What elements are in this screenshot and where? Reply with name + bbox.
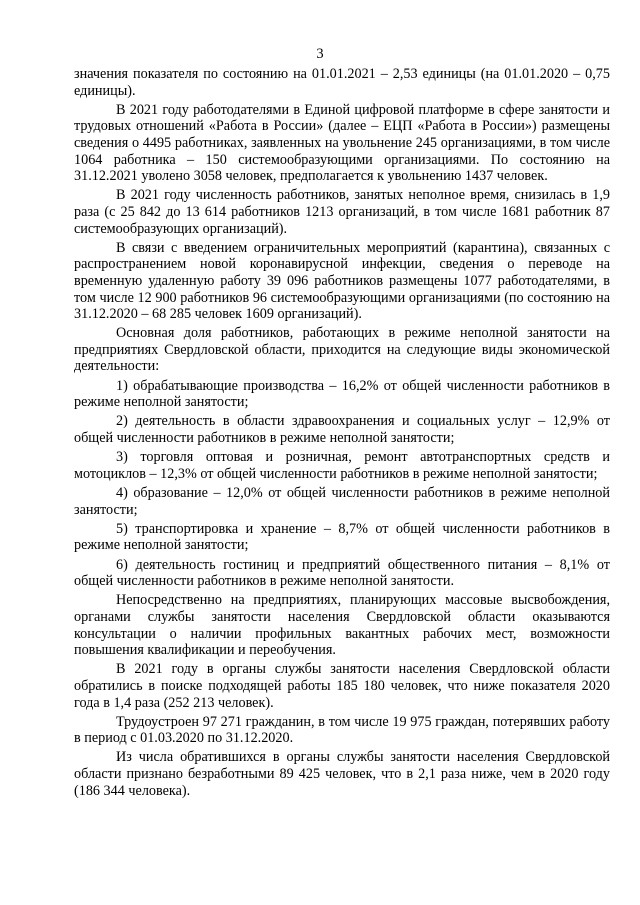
paragraph-remote-work: В связи с введением ограничительных мероприятий (карантина), связанных с распространением новой коронавирусной инфекции, сведения о переводе на временную удаленную работу 39 096 работников размещены 1077 работодателями, в том числе 12 900 работников 96 системообразующими организациями (по состоянию на 31.12.2020 – 68 285 человек 1609 организаций).: [74, 239, 610, 323]
paragraph-layoff-notices: В 2021 году работодателями в Единой цифровой платформе в сфере занятости и трудовых отношений «Работа в России» (далее – ЕЦП «Работа в России») размещены сведения о 4495 работниках, заявленных на увольнение 245 организациями, в том числе 1064 работника – 150 системообразующими организациями. По состоянию на 31.12.2021 уволено 3058 человек, предполагается к увольнению 1437 человек.: [74, 101, 610, 185]
list-item-healthcare: 2) деятельность в области здравоохранения и социальных услуг – 12,9% от общей численности работников в режиме неполной занятости;: [74, 413, 610, 447]
list-item-education: 4) образование – 12,0% от общей численности работников в режиме неполной занятости;: [74, 485, 610, 518]
paragraph-part-time-employment: В 2021 году численность работников, занятых неполное время, снизилась в 1,9 раза (с 25 842 до 13 614 работников 1213 организаций, в том числе 1681 работник 87 системообразующих организаций).: [74, 187, 610, 237]
paragraph-unemployed: Из числа обратившихся в органы службы занятости населения Свердловской области признано безработными 89 425 человек, что в 2,1 раза ниже, чем в 2020 году (186 344 человека).: [74, 749, 610, 799]
list-item-transport: 5) транспортировка и хранение – 8,7% от общей численности работников в режиме неполной занятости;: [74, 520, 610, 554]
list-item-trade: 3) торговля оптовая и розничная, ремонт автотранспортных средств и мотоциклов – 12,3% от общей численности работников в режиме неполной занятости;: [74, 449, 610, 482]
page-number: 3: [316, 46, 324, 62]
list-item-manufacturing: 1) обрабатывающие производства – 16,2% от общей численности работников в режиме неполной занятости;: [74, 377, 610, 411]
paragraph-job-seekers: В 2021 году в органы службы занятости населения Свердловской области обратились в поиске подходящей работы 185 180 человек, что ниже показателя 2020 года в 1,4 раза (252 213 человек).: [74, 661, 610, 711]
paragraph-part-time-sectors-intro: Основная доля работников, работающих в режиме неполной занятости на предприятиях Свердловской области, приходится на следующие виды экономической деятельности:: [74, 325, 610, 375]
paragraph-employed: Трудоустроен 97 271 гражданин, в том числе 19 975 граждан, потерявших работу в период с 01.03.2020 по 31.12.2020.: [74, 713, 610, 747]
paragraph-indicator-value-continuation: значения показателя по состоянию на 01.01.2021 – 2,53 единицы (на 01.01.2020 – 0,75 единицы).: [74, 66, 610, 99]
list-item-hospitality: 6) деятельность гостиниц и предприятий общественного питания – 8,1% от общей численности работников в режиме неполной занятости.: [74, 556, 610, 590]
document-body: [74, 66, 610, 802]
paragraph-consultations: Непосредственно на предприятиях, планирующих массовые высвобождения, органами службы занятости населения Свердловской области оказываются консультации о наличии профильных вакантных рабочих мест, возможности повышения квалификации и переобучения.: [74, 592, 610, 659]
